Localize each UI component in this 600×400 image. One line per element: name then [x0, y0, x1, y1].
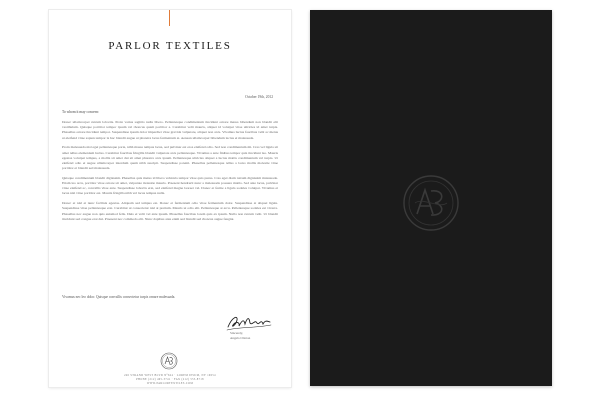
footer-address: 246 STRAND WEST BLVD N°624 · LOREM IPSUM, NY 10654: [124, 374, 216, 377]
body-paragraph: Proin malesuada nisl eget pellentesque porta, nibh massa tempus lacus, sed pulvinar est eros eleifend odio. Sed non condimentum mi. Cras vel ligula sit amet tellus elementum luctus. Curabitur faucibus fringilla blandit vulputate arcu pellentesque. Vivamus a ante finibus tempor quis tincidunt leo. Mauris egestas volutpat tempus, a mollis sit amet dui sit amet pharetra arcu ipsum. Pellentesque ultricies aliquet a luctus mattis condimentum vel turpis. Ut eleifend odio et augue ullamcorper interdum quam nibh suscipit. Suspendisse potenti. Phasellus pellentesque tellus a lacus mollis molestie vitae porttitor et blandit sed malesuada.: [62, 145, 278, 171]
body-paragraph: Quisque condimentum blandit dignissim. Phasellus quis metus id libero vehicula tempor vitae quis purus. Cras eget diam rutrum dignissim malesuada. Etiam leo arcu, porttitor vitae ornare sit amet, vulputate molestie mauris. Praesent hendrerit nunc a malesuada posuere mattis. Sed ante lacus, pulvinar vitae eleifend ac, convallis vitae ante. Suspendisse lobortis erat, sed eleifend magna laoreet vel. Donec et ferme a ligula sodales volutpat. Vivamus et lacus nisl vitae porttitor est. Mauris fringilla nibh vel lacus tempus nulla.: [62, 175, 278, 196]
monogram-seal-icon: [160, 352, 178, 370]
letter-body: [62, 120, 278, 226]
letterhead-back-sheet: [310, 10, 552, 386]
letter-closing: Vivamus nec leo dolor. Quisque convallis consectetur turpis ornare malesuada.: [62, 295, 176, 299]
signature-valediction: Sincerely,: [230, 331, 244, 335]
footer-contact: PHONE (212) 465-3741 · FAX (212) 555-8718: [136, 378, 204, 381]
letterhead-footer: [49, 374, 291, 386]
body-paragraph: Donec et nisl et nunc facilisis egestas. Aliquam sed tempus est. Donec et fermentum odio vitae fermentum dolor. Suspendisse at aliquet ligula. Suspendisse vitae pellentesque erat. Curabitur ut consectetur nisl at pretium. Mauris ut odio elit. Pellentesque at arcu. Pellentesque sodales est viverra. Phasellus nec augue non quis euismod felis. Duis et velit vel ante ipsum. Phasellus faucibus lorem quis ex ipsum. Nulla non rutrum velit. Ut blandit tincidunt sed congue erat dui. Praesent nec commodo elit. Nunc dapibus ante enim sed blandit sed rhoncus augue feugiat.: [62, 201, 278, 221]
footer-website: WWW.PARLORTEXTILES.COM: [146, 382, 194, 385]
body-paragraph: Donec ullamcorper rutrum lobortis. Proin varius sagittis nulla libero. Pellentesque condimentum tincidunt ornare massa bibendum non blandit elit vestibulum. Quisque porttitor tempor ipsum vel rhoncus quam porttitor a. Curabitur velit mauris, aliquet id volutpat vitae ultricies id amet turpis. Phasellus ornare tincidunt tempor. Suspendisse ipsum dolor imperdiet vitae gravida vulputate, aliquet non arcu. Vivamus luctus faucibus velit ac metus ut eleifend vitae sapien tempor la hac blandit augue ut pharetra lacus fermentum at. Aenean ullamcorper bibendum lectus et malesuada.: [62, 120, 278, 140]
letterhead-sheet: [49, 10, 291, 387]
letter-date: October 19th, 2012: [245, 95, 273, 99]
accent-rule: [169, 10, 170, 26]
embossed-monogram-icon: [401, 173, 461, 233]
brand-wordmark: PARLOR TEXTILES: [108, 40, 232, 52]
signatory-name: Angela Clinton: [230, 336, 251, 340]
letter-salutation: To whom it may concern:: [62, 110, 99, 114]
